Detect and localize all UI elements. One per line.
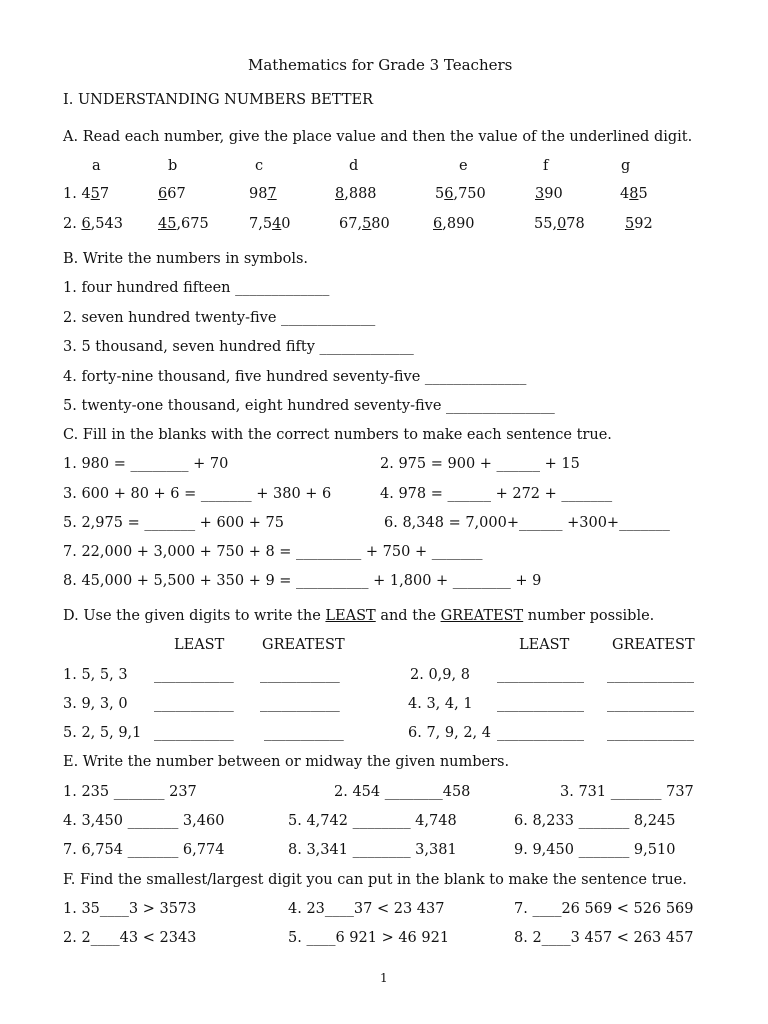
- blank[interactable]: ____________: [607, 696, 694, 712]
- part-b-item-5: 5. twenty-one thousand, eight hundred seventy-five _______________: [63, 398, 555, 414]
- column-label-f: f: [543, 158, 549, 174]
- blank[interactable]: ____________: [607, 667, 694, 683]
- part-d-item-2: 2. 0,9, 8: [410, 667, 470, 683]
- number-2a: 2. 6,543: [63, 216, 123, 232]
- part-f-item-8: 8. 2____3 457 < 263 457: [514, 930, 694, 946]
- underlined-digit: 5: [625, 216, 635, 232]
- underlined-digit: 3: [535, 186, 545, 202]
- section-heading: I. UNDERSTANDING NUMBERS BETTER: [63, 92, 373, 108]
- part-d-item-1: 1. 5, 5, 3: [63, 667, 128, 683]
- part-e-item-5: 5. 4,742 ________ 4,748: [288, 813, 457, 829]
- part-b-item-1: 1. four hundred fifteen _____________: [63, 280, 330, 296]
- blank[interactable]: ___________: [154, 667, 234, 683]
- part-a-instruction: A. Read each number, give the place value and then the value of the underlined digit.: [63, 129, 693, 145]
- column-label-d: d: [349, 158, 359, 174]
- part-c-item-8: 8. 45,000 + 5,500 + 350 + 9 = __________ + 1,800 + ________ + 9: [63, 573, 542, 589]
- number-2e: 6,890: [433, 216, 475, 232]
- part-f-item-5: 5. ____6 921 > 46 921: [288, 930, 450, 946]
- underlined-digit: 45: [158, 216, 177, 232]
- number-2c: 7,540: [249, 216, 291, 232]
- part-e-item-4: 4. 3,450 _______ 3,460: [63, 813, 225, 829]
- number-1d: 8,888: [335, 186, 377, 202]
- underlined-digit: 0: [557, 216, 567, 232]
- underlined-digit: 7: [267, 186, 277, 202]
- number-1g: 485: [620, 186, 648, 202]
- header-least-left: LEAST: [174, 637, 225, 653]
- part-e-item-8: 8. 3,341 ________ 3,381: [288, 842, 457, 858]
- part-d-item-6: 6. 7, 9, 2, 4: [408, 725, 491, 741]
- part-e-item-2: 2. 454 ________458: [334, 784, 471, 800]
- part-e-item-6: 6. 8,233 _______ 8,245: [514, 813, 676, 829]
- number-1a: 1. 457: [63, 186, 110, 202]
- blank[interactable]: ___________: [260, 667, 340, 683]
- part-c-instruction: C. Fill in the blanks with the correct numbers to make each sentence true.: [63, 427, 612, 443]
- part-d-item-4: 4. 3, 4, 1: [408, 696, 473, 712]
- column-label-b: b: [168, 158, 178, 174]
- blank[interactable]: ____________: [607, 725, 694, 741]
- part-c-item-2: 2. 975 = 900 + ______ + 15: [380, 456, 580, 472]
- number-2g: 592: [625, 216, 653, 232]
- part-f-instruction: F. Find the smallest/largest digit you can put in the blank to make the sentence true.: [63, 872, 687, 888]
- part-b-item-3: 3. 5 thousand, seven hundred fifty _____________: [63, 339, 414, 355]
- part-d-item-5: 5. 2, 5, 9,1: [63, 725, 142, 741]
- part-b-item-4: 4. forty-nine thousand, five hundred seventy-five ______________: [63, 369, 527, 385]
- underlined-digit: 6: [158, 186, 168, 202]
- part-c-item-4: 4. 978 = ______ + 272 + _______: [380, 486, 613, 502]
- part-c-item-7: 7. 22,000 + 3,000 + 750 + 8 = _________ + 750 + _______: [63, 544, 483, 560]
- part-b-instruction: B. Write the numbers in symbols.: [63, 251, 309, 267]
- part-f-item-4: 4. 23____37 < 23 437: [288, 901, 445, 917]
- blank[interactable]: ___________: [154, 725, 234, 741]
- part-f-item-2: 2. 2____43 < 2343: [63, 930, 197, 946]
- part-d-item-3: 3. 9, 3, 0: [63, 696, 128, 712]
- part-c-item-5: 5. 2,975 = _______ + 600 + 75: [63, 515, 284, 531]
- underlined-digit: 5: [362, 216, 372, 232]
- part-e-item-3: 3. 731 _______ 737: [560, 784, 694, 800]
- part-d-instruction: D. Use the given digits to write the LEAST and the GREATEST number possible.: [63, 608, 655, 624]
- underlined-digit: 5: [90, 186, 100, 202]
- part-e-item-1: 1. 235 _______ 237: [63, 784, 197, 800]
- blank[interactable]: ___________: [260, 696, 340, 712]
- underlined-digit: 6: [444, 186, 454, 202]
- page-number: 1: [380, 971, 388, 985]
- part-c-item-6: 6. 8,348 = 7,000+______ +300+_______: [384, 515, 670, 531]
- header-greatest-right: GREATEST: [612, 637, 695, 653]
- number-2d: 67,580: [339, 216, 390, 232]
- number-1c: 987: [249, 186, 277, 202]
- blank[interactable]: ____________: [497, 696, 584, 712]
- greatest-word: GREATEST: [440, 608, 524, 624]
- part-f-item-7: 7. ____26 569 < 526 569: [514, 901, 694, 917]
- least-word: LEAST: [325, 608, 376, 624]
- column-label-g: g: [621, 158, 631, 174]
- part-b-item-2: 2. seven hundred twenty-five _____________: [63, 310, 376, 326]
- part-e-instruction: E. Write the number between or midway the given numbers.: [63, 754, 510, 770]
- underlined-digit: 8: [629, 186, 639, 202]
- underlined-digit: 4: [272, 216, 282, 232]
- blank[interactable]: ____________: [497, 725, 584, 741]
- part-f-item-1: 1. 35____3 > 3573: [63, 901, 197, 917]
- column-label-a: a: [92, 158, 101, 174]
- page-title: Mathematics for Grade 3 Teachers: [248, 56, 513, 74]
- blank[interactable]: ___________: [154, 696, 234, 712]
- number-2f: 55,078: [534, 216, 585, 232]
- number-1b: 667: [158, 186, 186, 202]
- blank[interactable]: ____________: [497, 667, 584, 683]
- underlined-digit: 6: [81, 216, 91, 232]
- underlined-digit: 6: [433, 216, 443, 232]
- column-label-e: e: [459, 158, 468, 174]
- part-e-item-9: 9. 9,450 _______ 9,510: [514, 842, 676, 858]
- header-greatest-left: GREATEST: [262, 637, 345, 653]
- header-least-right: LEAST: [519, 637, 570, 653]
- number-2b: 45,675: [158, 216, 209, 232]
- part-c-item-1: 1. 980 = ________ + 70: [63, 456, 229, 472]
- blank[interactable]: ___________: [264, 725, 344, 741]
- number-1f: 390: [535, 186, 563, 202]
- part-c-item-3: 3. 600 + 80 + 6 = _______ + 380 + 6: [63, 486, 332, 502]
- underlined-digit: 8: [335, 186, 345, 202]
- number-1e: 56,750: [435, 186, 486, 202]
- column-label-c: c: [255, 158, 264, 174]
- part-e-item-7: 7. 6,754 _______ 6,774: [63, 842, 225, 858]
